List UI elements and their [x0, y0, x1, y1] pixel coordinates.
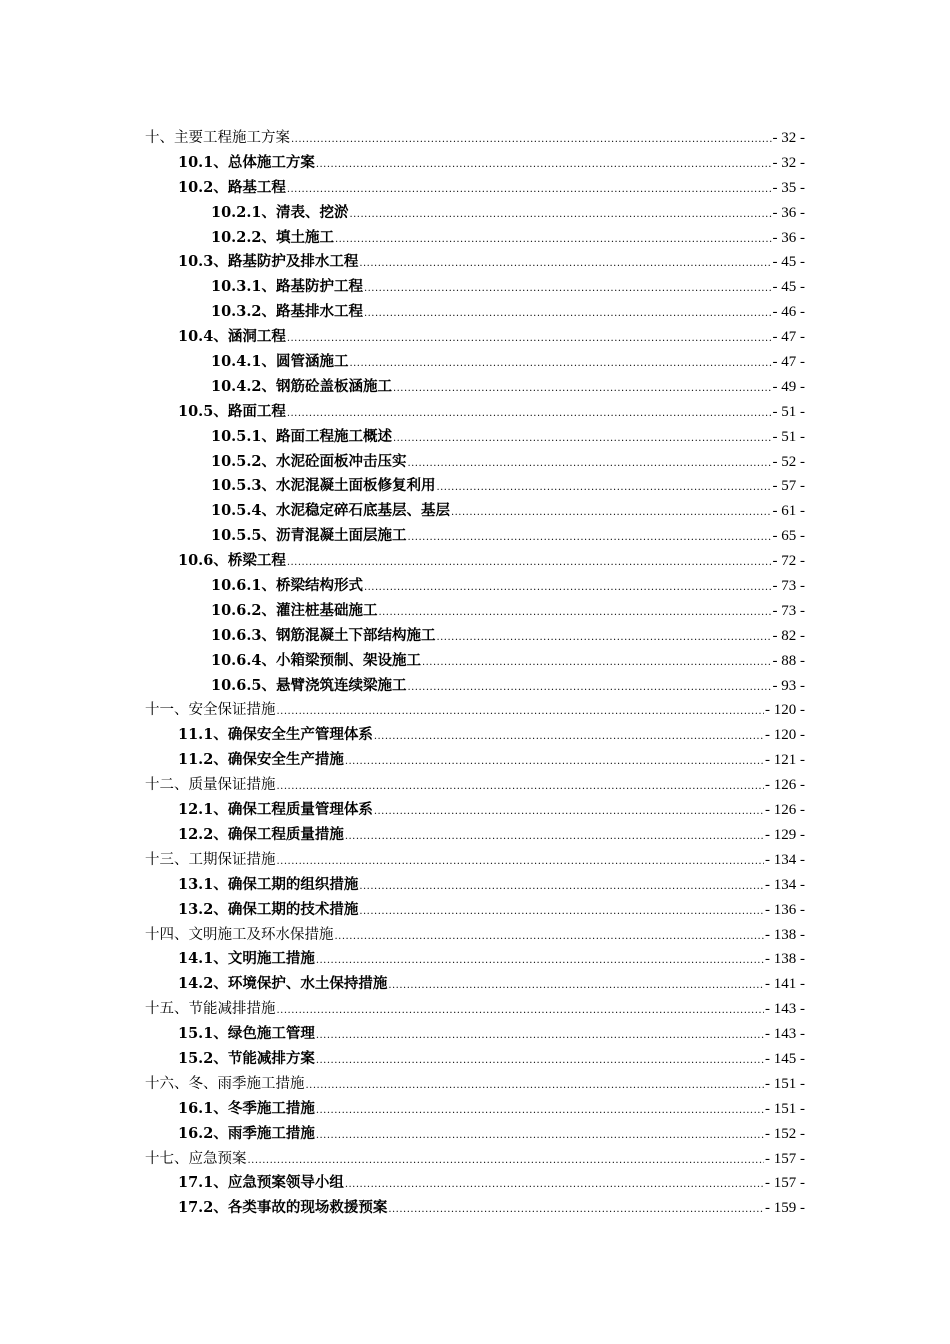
toc-entry-page-number: - 136 -	[765, 901, 805, 918]
dot-leader	[316, 1049, 764, 1074]
toc-entry[interactable]	[145, 1147, 805, 1172]
toc-entry-label: 13.1、确保工期的组织措施	[178, 875, 359, 893]
toc-entry-page-number: - 152 -	[765, 1125, 805, 1142]
toc-entry[interactable]	[145, 997, 805, 1022]
toc-entry-label: 10.1、总体施工方案	[178, 153, 315, 171]
toc-entry-page-number: - 61 -	[772, 503, 805, 520]
dot-leader	[451, 501, 772, 526]
toc-entry[interactable]	[145, 250, 805, 275]
dot-leader	[422, 651, 772, 676]
toc-entry-page-number: - 126 -	[765, 777, 805, 794]
dot-leader	[291, 128, 772, 153]
dot-leader	[364, 576, 772, 601]
toc-entry-page-number: - 151 -	[765, 1075, 805, 1092]
toc-entry-page-number: - 121 -	[765, 752, 805, 769]
toc-entry[interactable]	[145, 1171, 805, 1196]
toc-entry-label: 10.5.1、路面工程施工概述	[211, 427, 392, 445]
toc-entry[interactable]	[145, 773, 805, 798]
dot-leader	[277, 700, 765, 725]
dot-leader	[374, 725, 764, 750]
toc-entry[interactable]	[145, 599, 805, 624]
toc-entry-page-number: - 35 -	[772, 179, 805, 196]
toc-entry-label: 15.2、节能减排方案	[178, 1049, 315, 1067]
toc-entry-page-number: - 73 -	[772, 602, 805, 619]
toc-entry-page-number: - 143 -	[765, 1001, 805, 1018]
dot-leader	[316, 1124, 764, 1149]
toc-entry-page-number: - 159 -	[765, 1200, 805, 1217]
toc-entry-label: 十一、安全保证措施	[145, 702, 276, 719]
toc-entry-page-number: - 65 -	[772, 528, 805, 545]
dot-leader	[345, 1173, 764, 1198]
toc-entry[interactable]	[145, 176, 805, 201]
toc-entry-label: 10.6.4、小箱梁预制、架设施工	[211, 651, 421, 669]
toc-entry-page-number: - 141 -	[765, 976, 805, 993]
toc-entry-page-number: - 72 -	[772, 553, 805, 570]
toc-entry[interactable]	[145, 649, 805, 674]
dot-leader	[335, 925, 765, 950]
toc-entry-page-number: - 93 -	[772, 677, 805, 694]
toc-entry-page-number: - 36 -	[772, 229, 805, 246]
toc-entry[interactable]	[145, 674, 805, 699]
toc-entry[interactable]	[145, 723, 805, 748]
toc-entry-page-number: - 157 -	[765, 1175, 805, 1192]
dot-leader	[248, 1149, 765, 1174]
toc-entry-label: 17.1、应急预案领导小组	[178, 1174, 344, 1192]
dot-leader	[345, 750, 764, 775]
toc-entry-page-number: - 32 -	[772, 154, 805, 171]
toc-entry-label: 10.3、路基防护及排水工程	[178, 253, 359, 271]
dot-leader	[335, 228, 772, 253]
toc-entry[interactable]	[145, 350, 805, 375]
toc-entry-page-number: - 88 -	[772, 652, 805, 669]
dot-leader	[345, 825, 764, 850]
toc-entry[interactable]	[145, 499, 805, 524]
dot-leader	[349, 352, 771, 377]
dot-leader	[436, 626, 771, 651]
toc-entry-label: 16.1、冬季施工措施	[178, 1099, 315, 1117]
dot-leader	[287, 402, 772, 427]
dot-leader	[287, 178, 772, 203]
toc-entry[interactable]	[145, 375, 805, 400]
dot-leader	[306, 1074, 765, 1099]
toc-entry-label: 17.2、各类事故的现场救援预案	[178, 1199, 388, 1217]
dot-leader	[436, 476, 771, 501]
toc-entry-page-number: - 129 -	[765, 826, 805, 843]
toc-entry-label: 15.1、绿色施工管理	[178, 1025, 315, 1043]
dot-leader	[287, 551, 772, 576]
toc-entry-page-number: - 51 -	[772, 403, 805, 420]
toc-entry-page-number: - 82 -	[772, 627, 805, 644]
toc-entry[interactable]	[145, 624, 805, 649]
toc-entry-label: 10.6、桥梁工程	[178, 552, 286, 570]
toc-entry[interactable]	[145, 425, 805, 450]
toc-entry-page-number: - 151 -	[765, 1100, 805, 1117]
toc-entry-label: 10.5.5、沥青混凝土面层施工	[211, 527, 407, 545]
toc-entry-page-number: - 138 -	[765, 951, 805, 968]
toc-entry[interactable]	[145, 1196, 805, 1221]
toc-entry-page-number: - 126 -	[765, 802, 805, 819]
toc-entry[interactable]	[145, 201, 805, 226]
toc-entry[interactable]	[145, 798, 805, 823]
toc-entry[interactable]	[145, 524, 805, 549]
toc-entry-page-number: - 134 -	[765, 876, 805, 893]
toc-entry-page-number: - 51 -	[772, 428, 805, 445]
toc-entry[interactable]	[145, 698, 805, 723]
toc-entry[interactable]	[145, 748, 805, 773]
dot-leader	[277, 999, 765, 1024]
toc-entry[interactable]	[145, 1122, 805, 1147]
toc-entry-page-number: - 47 -	[772, 329, 805, 346]
toc-entry[interactable]	[145, 549, 805, 574]
toc-entry-label: 10.5.4、水泥稳定碎石底基层、基层	[211, 502, 450, 520]
toc-entry-label: 12.2、确保工程质量措施	[178, 825, 344, 843]
dot-leader	[359, 252, 771, 277]
table-of-contents	[145, 126, 805, 1221]
toc-entry[interactable]	[145, 126, 805, 151]
toc-entry-label: 10.5.2、水泥砼面板冲击压实	[211, 452, 407, 470]
toc-entry-page-number: - 120 -	[765, 702, 805, 719]
toc-entry[interactable]	[145, 1047, 805, 1072]
toc-entry-page-number: - 32 -	[772, 130, 805, 146]
toc-entry-page-number: - 120 -	[765, 727, 805, 744]
toc-entry[interactable]	[145, 574, 805, 599]
toc-entry[interactable]	[145, 1097, 805, 1122]
dot-leader	[316, 1024, 764, 1049]
toc-entry[interactable]	[145, 474, 805, 499]
dot-leader	[277, 775, 765, 800]
toc-entry[interactable]	[145, 450, 805, 475]
dot-leader	[316, 153, 772, 178]
toc-entry[interactable]	[145, 151, 805, 176]
toc-entry-label: 14.1、文明施工措施	[178, 950, 315, 968]
toc-entry-page-number: - 57 -	[772, 478, 805, 495]
toc-entry-label: 10.6.3、钢筋混凝土下部结构施工	[211, 626, 436, 644]
toc-entry-page-number: - 45 -	[772, 254, 805, 271]
toc-entry-label: 16.2、雨季施工措施	[178, 1124, 315, 1142]
toc-entry-label: 10.2.1、清表、挖淤	[211, 203, 349, 221]
toc-entry-label: 十四、文明施工及环水保措施	[145, 926, 334, 943]
dot-leader	[407, 452, 771, 477]
toc-entry[interactable]	[145, 848, 805, 873]
toc-entry-label: 10.6.1、桥梁结构形式	[211, 577, 363, 595]
toc-entry-label: 10.2、路基工程	[178, 178, 286, 196]
toc-entry-label: 十六、冬、雨季施工措施	[145, 1075, 305, 1092]
toc-entry[interactable]	[145, 300, 805, 325]
toc-entry-page-number: - 52 -	[772, 453, 805, 470]
toc-entry-page-number: - 134 -	[765, 851, 805, 868]
toc-entry[interactable]	[145, 898, 805, 923]
toc-entry-page-number: - 157 -	[765, 1150, 805, 1167]
toc-entry-page-number: - 36 -	[772, 204, 805, 221]
toc-entry-page-number: - 73 -	[772, 578, 805, 595]
toc-entry-label: 11.1、确保安全生产管理体系	[178, 726, 373, 744]
toc-entry-page-number: - 49 -	[772, 378, 805, 395]
dot-leader	[407, 676, 771, 701]
toc-entry-label: 10.4.2、钢筋砼盖板涵施工	[211, 377, 392, 395]
toc-entry-label: 12.1、确保工程质量管理体系	[178, 801, 373, 819]
toc-entry[interactable]	[145, 325, 805, 350]
toc-entry-label: 十、主要工程施工方案	[145, 130, 290, 146]
toc-entry[interactable]	[145, 1022, 805, 1047]
dot-leader	[407, 526, 771, 551]
toc-entry-label: 11.2、确保安全生产措施	[178, 751, 344, 769]
toc-entry-label: 十二、质量保证措施	[145, 777, 276, 794]
dot-leader	[388, 974, 764, 999]
dot-leader	[359, 875, 764, 900]
toc-entry-label: 十三、工期保证措施	[145, 851, 276, 868]
toc-entry[interactable]	[145, 923, 805, 948]
toc-entry-label: 10.5.3、水泥混凝土面板修复利用	[211, 477, 436, 495]
toc-entry-page-number: - 143 -	[765, 1026, 805, 1043]
toc-entry-label: 10.3.1、路基防护工程	[211, 278, 363, 296]
toc-entry[interactable]	[145, 823, 805, 848]
toc-entry[interactable]	[145, 275, 805, 300]
toc-entry-label: 10.2.2、填土施工	[211, 228, 334, 246]
dot-leader	[393, 427, 772, 452]
dot-leader	[316, 1099, 764, 1124]
toc-entry[interactable]	[145, 400, 805, 425]
toc-entry-page-number: - 138 -	[765, 926, 805, 943]
dot-leader	[364, 277, 772, 302]
toc-entry[interactable]	[145, 873, 805, 898]
dot-leader	[374, 800, 764, 825]
dot-leader	[388, 1198, 764, 1223]
toc-entry-label: 13.2、确保工期的技术措施	[178, 900, 359, 918]
toc-entry-label: 10.6.2、灌注桩基础施工	[211, 601, 378, 619]
dot-leader	[393, 377, 772, 402]
toc-entry-label: 十五、节能减排措施	[145, 1001, 276, 1018]
toc-entry[interactable]	[145, 1072, 805, 1097]
dot-leader	[287, 327, 772, 352]
toc-entry-label: 10.4、涵洞工程	[178, 328, 286, 346]
toc-entry-label: 10.5、路面工程	[178, 402, 286, 420]
dot-leader	[364, 302, 772, 327]
toc-entry-label: 10.3.2、路基排水工程	[211, 303, 363, 321]
toc-entry-page-number: - 47 -	[772, 354, 805, 371]
toc-entry-label: 十七、应急预案	[145, 1150, 247, 1167]
dot-leader	[277, 850, 765, 875]
toc-entry-page-number: - 145 -	[765, 1050, 805, 1067]
toc-entry-label: 10.4.1、圆管涵施工	[211, 353, 349, 371]
toc-entry-label: 10.6.5、悬臂浇筑连续梁施工	[211, 676, 407, 694]
dot-leader	[378, 601, 771, 626]
dot-leader	[316, 949, 764, 974]
dot-leader	[359, 900, 764, 925]
toc-entry[interactable]	[145, 226, 805, 251]
toc-entry[interactable]	[145, 972, 805, 997]
toc-entry-page-number: - 45 -	[772, 279, 805, 296]
toc-entry[interactable]	[145, 947, 805, 972]
toc-entry-label: 14.2、环境保护、水土保持措施	[178, 975, 388, 993]
toc-entry-page-number: - 46 -	[772, 304, 805, 321]
dot-leader	[349, 203, 771, 228]
